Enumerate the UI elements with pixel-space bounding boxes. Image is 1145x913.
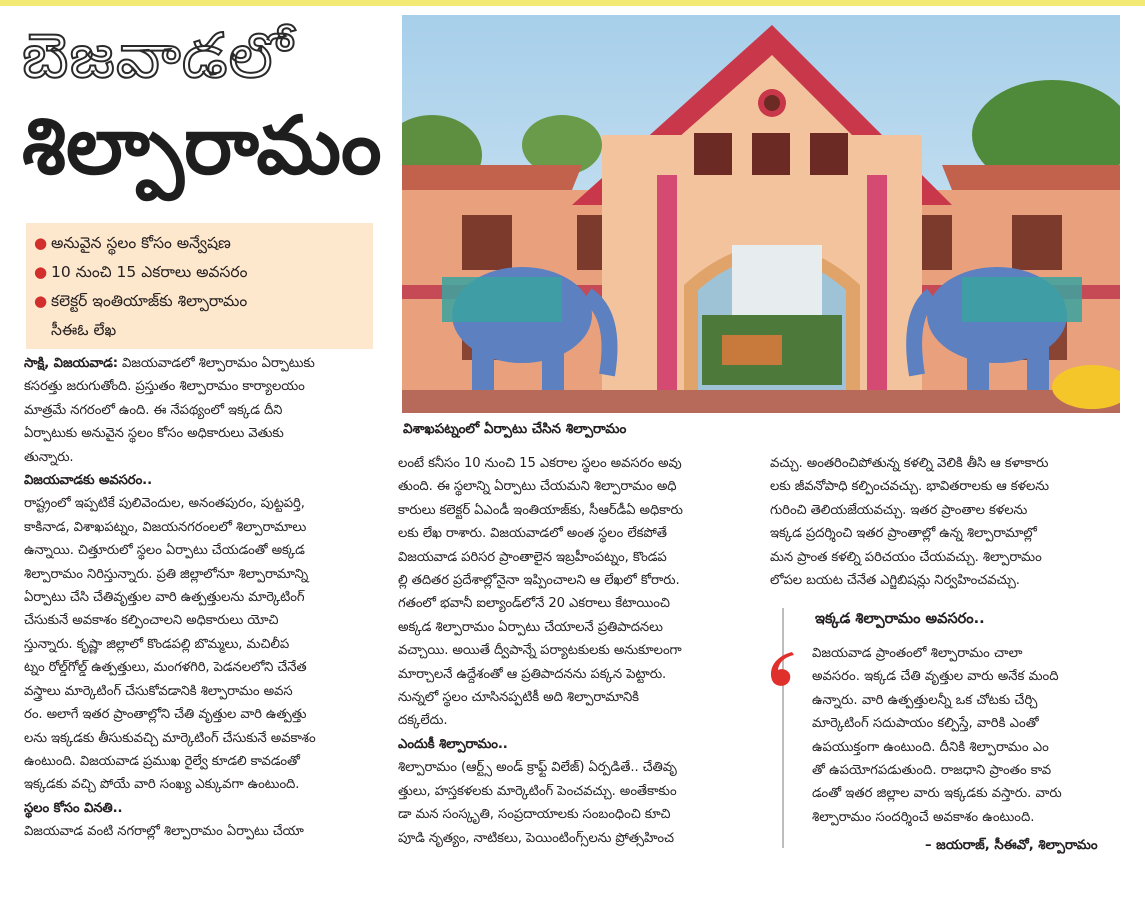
article-line: ఏర్పాటుకు అనువైన స్థలం కోసం అధికారులు వెతుకు	[24, 426, 284, 442]
quote-line: ఉన్నారు. వారి ఉత్పత్తులన్నీ ఒక చోటకు చేర్చి	[812, 692, 1038, 708]
article-line: డా మన సంస్కృతి, సంప్రదాయాలకు సంబంధించి కూచి	[398, 807, 671, 823]
quote-line: ఉపయుక్తంగా ఉంటుంది. దీనికి శిల్పారామం ఎం	[812, 739, 1049, 755]
article-line: గతంలో భవానీ ఐల్యాండ్‌లోనే 20 ఎకరాలు కేటాయించి	[398, 596, 670, 612]
quote-body	[812, 642, 1130, 829]
quote-line: డంతో ఇతర జిల్లాల వారు ఇక్కడకు వస్తారు. వారు	[812, 786, 1062, 802]
shilparamam-gate-photo	[402, 15, 1120, 413]
highlight-text: 10 నుంచి 15 ఎకరాలు అవసరం	[51, 263, 248, 281]
article-line: తున్నారు.	[24, 449, 74, 465]
headline-line-2: శిల్పారామం	[22, 99, 382, 192]
article-line: కాకినాడ, విశాఖపట్నం, విజయనగరంలలో శిల్పారామాలు	[24, 519, 307, 535]
photo-caption: విశాఖపట్నంలో ఏర్పాటు చేసిన శిల్పారామం	[403, 421, 627, 437]
article-line: లంటే కనీసం 10 నుంచి 15 ఎకరాల స్థలం అవసరం అవు	[398, 456, 682, 471]
quote-line: శిల్పారామం సందర్శించే అవకాశం ఉంటుంది.	[812, 809, 1035, 825]
bullet-icon: ●	[34, 263, 48, 281]
headline-line-1: బెజవాడలో	[22, 19, 294, 92]
article-line: కసరత్తు జరుగుతోంది. ప్రస్తుతం శిల్పారామం కార్యాలయం	[24, 379, 305, 395]
article-line: స్తున్నారు. కృష్ణా జిల్లాలో కొండపల్లి బొమ్మలు, మచిలీప	[24, 636, 290, 652]
article-column-1	[24, 352, 386, 872]
article-line: అక్కడ శిల్పారామం ఏర్పాటు చేయాలనే ప్రతిపాదనలు	[398, 619, 663, 635]
article-line: ల్లి తదితర ప్రదేశాల్లోనైనా ఇప్పించాలని ఆ లేఖలో కోరారు.	[398, 573, 680, 589]
subheading: ఎందుకీ శిల్పారామం..	[398, 736, 508, 752]
quote-divider	[782, 608, 784, 848]
article-column-2	[398, 452, 756, 872]
article-line: వస్త్రాలు మార్కెటింగ్ చేసుకోవడానికి శిల్పారామం అవస	[24, 683, 293, 699]
quote-line: మార్కెటింగ్ సదుపాయం కల్పిస్తే, వారికి ఎంతో	[812, 716, 1039, 732]
article-line: లోపల బయట చేనేత ఎగ్జిబిషన్లు నిర్వహించవచ్చు.	[770, 573, 1020, 589]
article-line: తుంది. ఈ స్థలాన్ని ఏర్పాటు చేయమని శిల్పారామం అధి	[398, 479, 677, 495]
article-line: కారులు కలెక్టర్ ఏఎండీ ఇంతియాజ్‌కు, సీఆర్‌డీఏ అధికారు	[398, 502, 683, 518]
article-line: మార్చాలనే ఉద్దేశంతో ఆ ప్రతిపాదనను పక్కన పెట్టారు.	[398, 666, 667, 682]
article-line: ఉన్నాయి. చిత్తూరులో స్థలం ఏర్పాటు చేయడంతో అక్కడ	[24, 543, 305, 559]
highlights-box	[26, 223, 373, 349]
quote-line: విజయవాడ ప్రాంతంలో శిల్పారామం చాలా	[812, 646, 1023, 661]
article-line: శిల్పారామం (ఆర్ట్స్ అండ్ క్రాఫ్ట్ విలేజ్) ఏర్పడితే.. చేతివృ	[398, 760, 677, 776]
article-line: నున్నలో స్థలం చూసినప్పటికీ అది శిల్పారామానికి	[398, 690, 639, 706]
highlight-item	[34, 229, 365, 258]
article-line: సాక్షి, విజయవాడ: విజయవాడలో శిల్పారామం ఏర్పాటుకు	[24, 356, 315, 371]
article-line: మాత్రమే నగరంలో ఉంది. ఈ నేపథ్యంలో ఇక్కడ దీని	[24, 402, 283, 418]
dateline: సాక్షి, విజయవాడ:	[24, 356, 118, 371]
article-line: విజయవాడ వంటి నగరాల్లో శిల్పారామం ఏర్పాటు చేయా	[24, 824, 304, 840]
article-line: శిల్పారామం నిరిస్తున్నారు. ప్రతి జిల్లాలోనూ శిల్పారామాన్ని	[24, 566, 309, 582]
article-line: వచ్చాయి. అయితే ద్వీపాన్నే పర్యాటకులకు అనుకూలంగా	[398, 643, 682, 659]
article-line: ఇక్కడకు వచ్చి పోయే వారి సంఖ్య ఎక్కువగా ఉంటుంది.	[24, 777, 300, 793]
quote-subheading: ఇక్కడ శిల్పారామం అవసరం..	[815, 611, 985, 627]
article-line: త్తులు, హస్తకళలకు మార్కెటింగ్ పెంచవచ్చు. అంతేకాకుం	[398, 783, 677, 799]
highlight-item	[34, 287, 365, 316]
article-line: ఇక్కడ ప్రదర్శించి ఇతర ప్రాంతాల్లో ఉన్న శిల్పారామాల్లో	[770, 526, 1037, 542]
article-line: లకు లేఖ రాశారు. విజయవాడలో అంత స్థలం లేకపోతే	[398, 526, 667, 542]
article-line: లను ఇక్కడకు తీసుకువచ్చి మార్కెటింగ్ చేసుకునే అవకాశం	[24, 730, 316, 746]
top-color-bar	[0, 0, 1145, 6]
subheading: విజయవాడకు అవసరం..	[24, 473, 153, 489]
article-line: దక్కలేదు.	[398, 713, 448, 729]
gate-illustration	[402, 15, 1120, 413]
article-line: రాష్ట్రంలో ఇప్పటికే పులివెందుల, అనంతపురం, పుట్టపర్తి,	[24, 496, 305, 512]
highlight-text: అనువైన స్థలం కోసం అన్వేషణ	[51, 234, 231, 252]
highlight-text: కలెక్టర్ ఇంతియాజ్‌కు శిల్పారామం	[51, 292, 248, 310]
quote-attribution: – జయరాజ్, సీఈవో, శిల్పారామం	[925, 838, 1098, 853]
bullet-icon: ●	[34, 292, 48, 310]
article-line: వచ్చు. అంతరించిపోతున్న కళల్ని వెలికి తీసి ఆ కళాకారు	[770, 456, 1049, 471]
article-column-3	[770, 452, 1128, 602]
quote-mark-icon	[762, 648, 804, 690]
article-line: విజయవాడ పరిసర ప్రాంతాలైన ఇబ్రహీంపట్నం, కొండప	[398, 549, 667, 565]
article-line: ఉంటుంది. విజయవాడ ప్రముఖ రైల్వే కూడలి కావడంతో	[24, 753, 300, 769]
highlight-text-continued: సీఈఓ లేఖ	[51, 321, 117, 339]
article-line: చేసుకునే అవకాశం కల్పించాలని అధికారులు యోచి	[24, 613, 279, 629]
subheading: స్థలం కోసం వినతి..	[24, 800, 123, 816]
article-line: పూడి నృత్యం, నాటికలు, పెయింటింగ్స్‌లను ప్రోత్సహించ	[398, 830, 674, 846]
highlight-item	[34, 258, 365, 287]
quote-line: అవసరం. ఇక్కడ చేతి వృత్తుల వారు అనేక మంది	[812, 669, 1059, 685]
article-line: గురించి తెలియజేయవచ్చు. ఇతర ప్రాంతాల కళలను	[770, 502, 1028, 518]
article-line: మన ప్రాంత కళల్ని పరిచయం చేయవచ్చు. శిల్పారామం	[770, 549, 1042, 565]
bullet-icon: ●	[34, 234, 48, 252]
article-line: ఏర్పాటు చేసి చేతివృత్తుల వారి ఉత్పత్తులను మార్కెటింగ్	[24, 590, 305, 606]
article-line: రం. అలాగే ఇతర ప్రాంతాల్లోని చేతి వృత్తుల వారి ఉత్పత్తు	[24, 707, 307, 723]
article-line: లకు జీవనోపాధి కల్పించవచ్చు. భావితరాలకు ఆ కళలను	[770, 479, 1049, 495]
article-line: ట్నం రోల్డ్‌గోల్డ్ ఉత్పత్తులు, మంగళగిరి, పెడనలలోని చేనేత	[24, 660, 307, 676]
quote-line: తో ఉపయోగపడుతుంది. రాజధాని ప్రాంతం కావ	[812, 763, 1052, 779]
